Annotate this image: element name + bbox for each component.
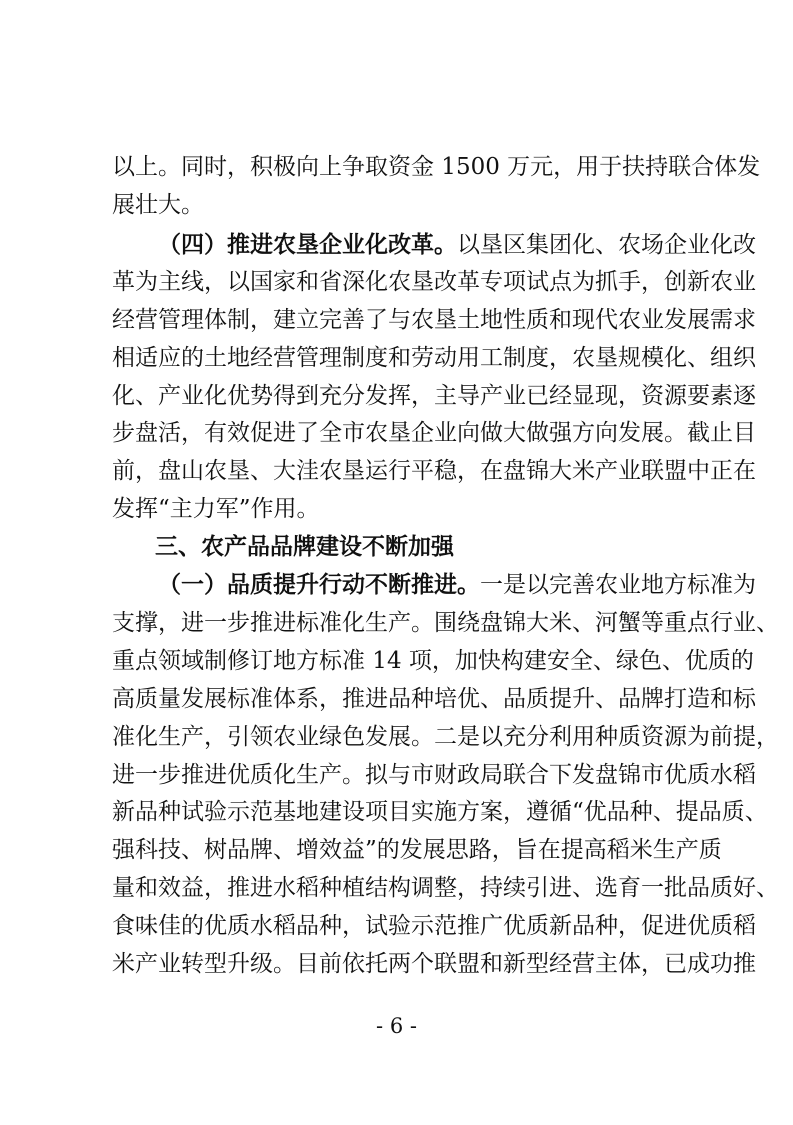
paragraph-line: 步盘活，有效促进了全市农垦企业向做大做强方向发展。截止目 xyxy=(112,420,756,446)
paragraph-text: 以垦区集团化、农场企业化改 xyxy=(457,232,756,258)
paragraph-line: 高质量发展标准体系，推进品种培优、品质提升、品牌打造和标 xyxy=(112,686,756,712)
paragraph-line xyxy=(158,570,756,600)
page-number: - 6 - xyxy=(376,1014,417,1038)
paragraph-line: 重点领域制修订地方标准 14 项，加快构建安全、绿色、优质的 xyxy=(112,648,754,674)
paragraph-line xyxy=(158,230,756,260)
paragraph-line: 强科技、树品牌、增效益”的发展思路，旨在提高稻米生产质 xyxy=(112,837,722,863)
paragraph-line: 支撑，进一步推进标准化生产。围绕盘锦大米、河蟹等重点行业、 xyxy=(112,610,779,636)
paragraph-line: 以上。同时，积极向上争取资金 1500 万元，用于扶持联合体发 xyxy=(112,154,761,180)
paragraph-line: 准化生产，引领农业绿色发展。二是以充分利用种质资源为前提， xyxy=(112,724,779,750)
paragraph-line: 经营管理体制，建立完善了与农垦土地性质和现代农业发展需求 xyxy=(112,307,756,333)
paragraph-line: 相适应的土地经营管理制度和劳动用工制度，农垦规模化、组织 xyxy=(112,345,756,371)
paragraph-line: 化、产业化优势得到充分发挥，主导产业已经显现，资源要素逐 xyxy=(112,383,756,409)
paragraph-line: 新品种试验示范基地建设项目实施方案，遵循“优品种、提品质、 xyxy=(112,799,768,825)
paragraph-heading: （四）推进农垦企业化改革。 xyxy=(158,232,457,258)
paragraph-line: 展壮大。 xyxy=(112,192,204,218)
paragraph-line: 前，盘山农垦、大洼农垦运行平稳，在盘锦大米产业联盟中正在 xyxy=(112,458,756,484)
paragraph-line: 食味佳的优质水稻品种，试验示范推广优质新品种，促进优质稻 xyxy=(112,913,756,939)
paragraph-line: 革为主线，以国家和省深化农垦改革专项试点为抓手，创新农业 xyxy=(112,269,756,295)
section-heading: 三、农产品品牌建设不断加强 xyxy=(155,534,454,560)
paragraph-line: 发挥“主力军”作用。 xyxy=(112,496,320,522)
paragraph-heading: （一）品质提升行动不断推进。 xyxy=(158,572,480,598)
paragraph-text: 一是以完善农业地方标准为 xyxy=(480,572,756,598)
paragraph-line: 米产业转型升级。目前依托两个联盟和新型经营主体，已成功推 xyxy=(112,951,756,977)
paragraph-line: 进一步推进优质化生产。拟与市财政局联合下发盘锦市优质水稻 xyxy=(112,762,756,788)
paragraph-line: 量和效益，推进水稻种植结构调整，持续引进、选育一批品质好、 xyxy=(112,875,779,901)
